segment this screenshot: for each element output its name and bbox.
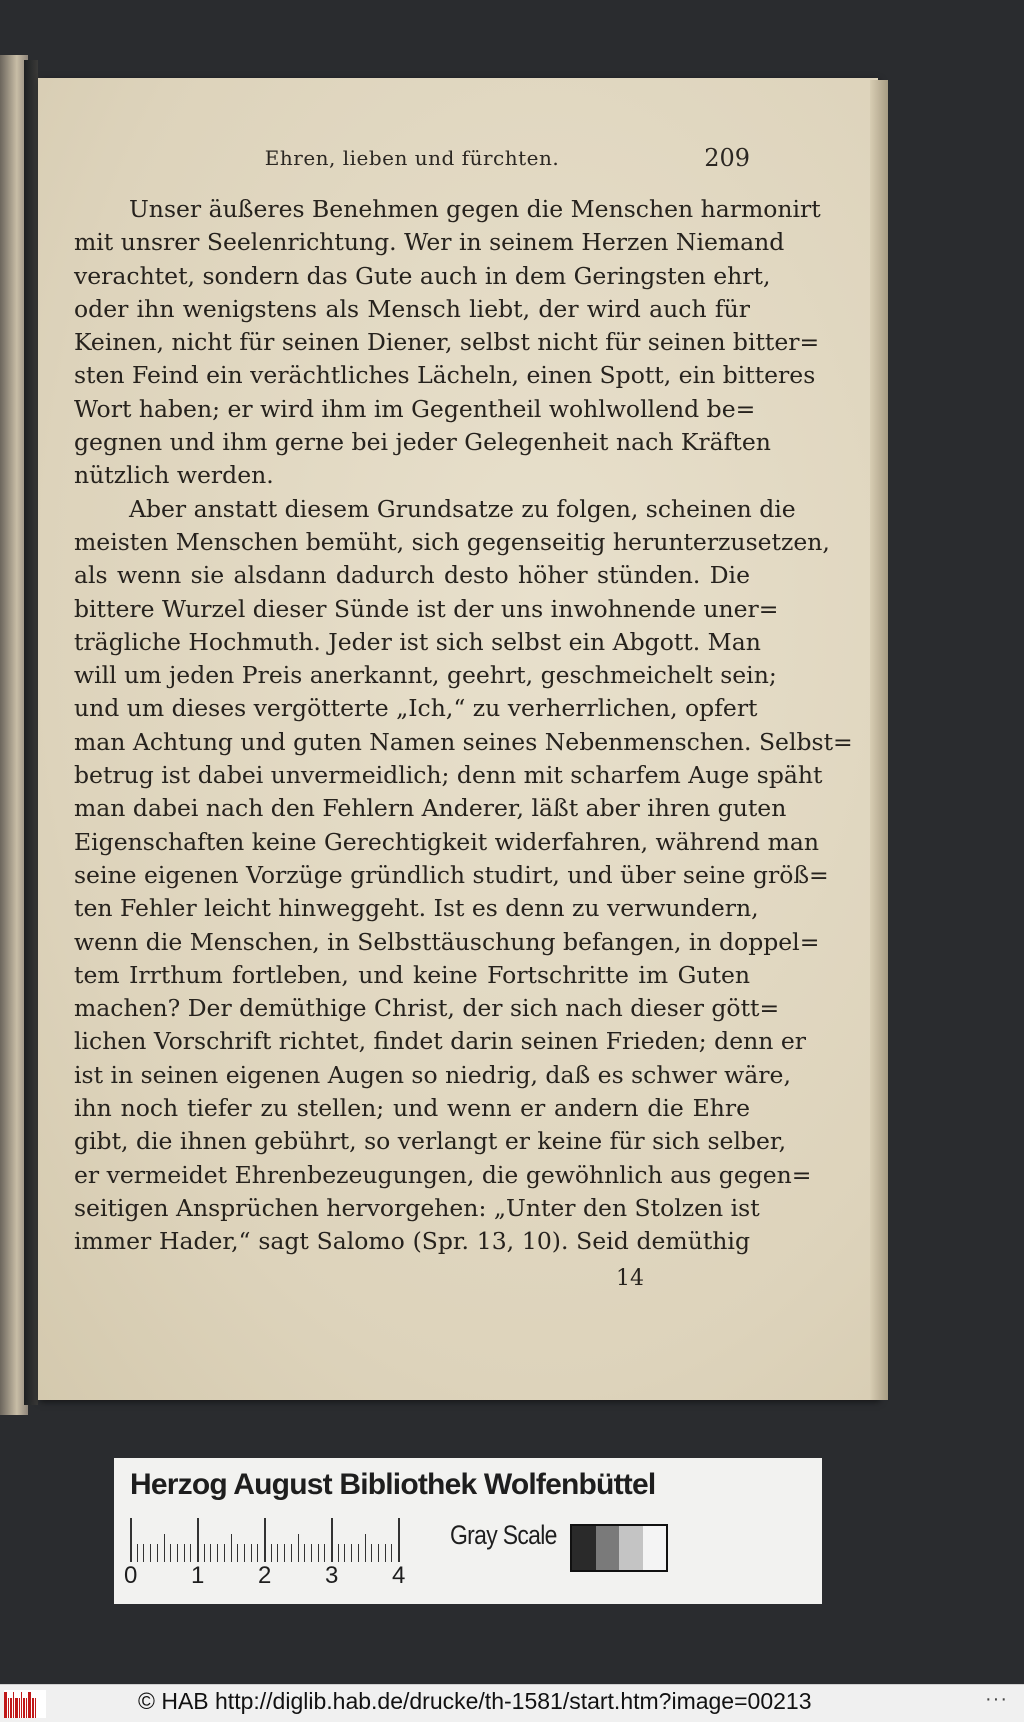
ruler-tick: [184, 1544, 185, 1562]
text-line: wenn die Menschen, in Selbsttäuschung befangen, in doppel=: [74, 927, 820, 956]
ruler-label: 2: [258, 1562, 272, 1589]
text-line: trägliche Hochmuth. Jeder ist sich selbst ein Abgott. Man: [74, 627, 761, 656]
ruler-tick: [224, 1544, 225, 1562]
barcode-bar: [4, 1692, 7, 1718]
text-line: machen? Der demüthige Christ, der sich nach dieser gött=: [74, 994, 780, 1023]
text-line: Unser äußeres Benehmen gegen die Menschen harmonirt: [129, 195, 821, 223]
more-options-icon[interactable]: ···: [985, 1688, 1008, 1710]
gray-swatch: [619, 1526, 643, 1570]
ruler-tick: [324, 1544, 325, 1562]
ruler-tick: [237, 1544, 238, 1562]
barcode-bar: [21, 1692, 22, 1718]
text-line: bittere Wurzel dieser Sünde ist der uns inwohnende uner=: [74, 594, 779, 623]
text-line: ist in seinen eigenen Augen so niedrig, daß es schwer wäre,: [74, 1060, 791, 1089]
ruler-tick: [298, 1534, 299, 1562]
ruler-label: 1: [191, 1562, 205, 1589]
gray-scale-label: Gray Scale: [450, 1520, 557, 1550]
text-line: man Achtung und guten Namen seines Nebenmenschen. Selbst=: [74, 727, 853, 756]
ruler-tick: [150, 1544, 151, 1562]
ruler-labels: [124, 1562, 424, 1592]
text-line: ihn noch tiefer zu stellen; und wenn er andern die Ehre: [74, 1094, 750, 1123]
url-text[interactable]: © HAB http://diglib.hab.de/drucke/th-1581/start.htm?image=00213: [138, 1688, 812, 1714]
body-text: [74, 193, 853, 1259]
ruler-tick: [344, 1544, 345, 1562]
text-line: immer Hader,“ sagt Salomo (Spr. 13, 10). Seid demüthig: [74, 1227, 750, 1256]
gray-scale-swatches: [570, 1524, 668, 1572]
ruler-tick: [257, 1544, 258, 1562]
ruler-tick: [318, 1544, 319, 1562]
text-line: tem Irrthum fortleben, und keine Fortschritte im Guten: [74, 960, 750, 989]
text-line: betrug ist dabei unvermeidlich; denn mit scharfem Auge späht: [74, 761, 823, 790]
ruler-tick: [351, 1544, 352, 1562]
barcode-bar: [8, 1698, 9, 1718]
printer-signature: 14: [616, 1266, 644, 1291]
text-line: man dabei nach den Fehlern Anderer, läßt aber ihren guten: [74, 794, 787, 823]
text-line: will um jeden Preis anerkannt, geehrt, geschmeichelt sein;: [74, 661, 777, 690]
ruler-tick: [164, 1534, 165, 1562]
ruler-tick: [311, 1544, 312, 1562]
ruler-tick: [378, 1544, 379, 1562]
ruler-tick: [157, 1544, 158, 1562]
ruler-tick: [304, 1544, 305, 1562]
gray-swatch: [596, 1526, 620, 1570]
barcode-bar: [28, 1692, 31, 1718]
text-line: nützlich werden.: [74, 461, 274, 490]
library-name: Herzog August Bibliothek Wolfenbüttel: [130, 1468, 656, 1501]
barcode-bar: [23, 1698, 25, 1718]
ruler-tick: [277, 1544, 278, 1562]
ruler-tick: [264, 1518, 266, 1562]
barcode-bar: [10, 1698, 12, 1718]
text-line: verachtet, sondern das Gute auch in dem Geringsten ehrt,: [74, 261, 771, 290]
ruler-tick: [284, 1544, 285, 1562]
text-line: Eigenschaften keine Gerechtigkeit widerfahren, während man: [74, 827, 820, 856]
gray-swatch: [572, 1526, 596, 1570]
text-line: als wenn sie alsdann dadurch desto höher stünden. Die: [74, 561, 750, 590]
text-line: mit unsrer Seelenrichtung. Wer in seinem Herzen Niemand: [74, 228, 785, 257]
status-bar: [0, 1684, 1024, 1722]
page-edge: [870, 80, 888, 1400]
ruler-tick: [338, 1544, 339, 1562]
barcode-bar: [19, 1698, 20, 1718]
ruler-scale: [130, 1516, 412, 1562]
ruler-tick: [271, 1544, 272, 1562]
color-scale-card: [114, 1458, 822, 1604]
ruler-tick: [130, 1518, 132, 1562]
barcode-logo-icon[interactable]: [4, 1690, 46, 1718]
ruler-tick: [331, 1518, 333, 1562]
ruler-tick: [385, 1544, 386, 1562]
text-line: er vermeidet Ehrenbezeugungen, die gewöhnlich aus gegen=: [74, 1160, 812, 1189]
text-line: Wort haben; er wird ihm im Gegentheil wohlwollend be=: [74, 394, 756, 423]
ruler-tick: [365, 1534, 366, 1562]
text-line: gegnen und ihm gerne bei jeder Gelegenheit nach Kräften: [74, 428, 771, 457]
ruler-tick: [143, 1544, 144, 1562]
ruler-tick: [231, 1534, 232, 1562]
ruler-tick: [210, 1544, 211, 1562]
barcode-bar: [15, 1698, 18, 1718]
page-number: 209: [704, 144, 750, 172]
ruler-label: 4: [392, 1562, 406, 1589]
text-line: gibt, die ihnen gebührt, so verlangt er keine für sich selber,: [74, 1127, 787, 1156]
barcode-bar: [32, 1698, 34, 1718]
text-line: Aber anstatt diesem Grundsatze zu folgen, scheinen die: [129, 494, 796, 523]
ruler-tick: [217, 1544, 218, 1562]
text-line: und um dieses vergötterte „Ich,“ zu verherrlichen, opfert: [74, 694, 758, 723]
ruler-tick: [291, 1544, 292, 1562]
ruler-tick: [398, 1518, 400, 1562]
ruler-tick: [197, 1518, 199, 1562]
text-line: seitigen Ansprüchen hervorgehen: „Unter den Stolzen ist: [74, 1193, 760, 1222]
ruler-tick: [137, 1544, 138, 1562]
text-line: oder ihn wenigstens als Mensch liebt, der wird auch für: [74, 294, 750, 323]
ruler-tick: [170, 1544, 171, 1562]
running-title: Ehren, lieben und fürchten.: [264, 146, 560, 170]
barcode-bar: [35, 1698, 36, 1718]
ruler-tick: [190, 1544, 191, 1562]
text-line: lichen Vorschrift richtet, findet darin seinen Frieden; denn er: [74, 1027, 807, 1056]
ruler-tick: [244, 1544, 245, 1562]
barcode-bar: [26, 1698, 27, 1718]
text-line: meisten Menschen bemüht, sich gegenseitig herunterzusetzen,: [74, 527, 830, 556]
text-line: sten Feind ein verächtliches Lächeln, einen Spott, ein bitteres: [74, 361, 816, 390]
text-line: Keinen, nicht für seinen Diener, selbst nicht für seinen bitter=: [74, 328, 820, 357]
ruler-tick: [204, 1544, 205, 1562]
page-header: [74, 146, 750, 180]
ruler-label: 3: [325, 1562, 339, 1589]
ruler-label: 0: [124, 1562, 138, 1589]
ruler-tick: [251, 1544, 252, 1562]
text-line: seine eigenen Vorzüge gründlich studirt, und über seine größ=: [74, 860, 829, 889]
ruler-tick: [371, 1544, 372, 1562]
ruler-tick: [177, 1544, 178, 1562]
ruler-tick: [358, 1544, 359, 1562]
barcode-bar: [13, 1692, 14, 1718]
binding-shadow: [24, 60, 38, 1405]
text-line: ten Fehler leicht hinweggeht. Ist es denn zu verwundern,: [74, 894, 759, 923]
ruler-tick: [391, 1544, 392, 1562]
gray-swatch: [643, 1526, 667, 1570]
